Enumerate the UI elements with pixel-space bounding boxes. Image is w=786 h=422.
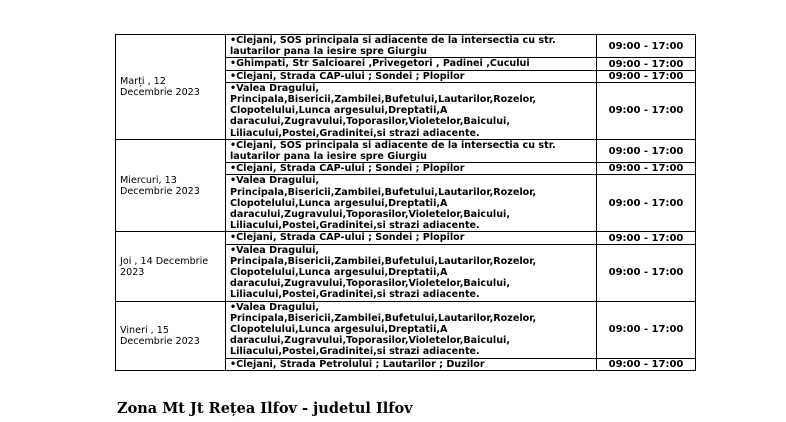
time-cell: 09:00 - 17:00 — [597, 163, 696, 175]
date-cell: Joi , 14 Decembrie 2023 — [116, 232, 226, 301]
location-cell: •Clejani, SOS principala si adiacente de la intersectia cu str. lautarilor pana la iesire spre Giurgiu — [226, 35, 597, 58]
table-row — [116, 301, 696, 358]
location-cell: •Clejani, Strada Petrolului ; Lautarilor ; Duzilor — [226, 358, 597, 370]
location-cell: •Valea Dragului, Principala,Bisericii,Zambilei,Bufetului,Lautarilor,Rozelor, Clopotelului,Lunca argesului,Dreptatii,A daracului,Zugravului,Toporasilor,Violetelor,Baicului, Liliacului,Postei,Gradinitei,si strazi adiacente. — [226, 175, 597, 232]
time-cell: 09:00 - 17:00 — [597, 244, 696, 301]
location-cell: •Ghimpati, Str Salcioarei ,Privegetori , Padinei ,Cucului — [226, 58, 597, 70]
time-cell: 09:00 - 17:00 — [597, 358, 696, 370]
time-cell: 09:00 - 17:00 — [597, 70, 696, 82]
zone-heading: Zona Mt Jt Rețea Ilfov - judetul Ilfov — [117, 400, 413, 417]
date-cell: Vineri , 15 Decembrie 2023 — [116, 301, 226, 370]
table-row — [116, 139, 696, 162]
date-cell: Marți , 12 Decembrie 2023 — [116, 35, 226, 140]
table-row — [116, 35, 696, 58]
location-cell: •Clejani, Strada CAP-ului ; Sondei ; Plopilor — [226, 232, 597, 244]
schedule-body — [116, 35, 696, 371]
time-cell: 09:00 - 17:00 — [597, 139, 696, 162]
outage-schedule-table — [115, 34, 696, 371]
location-cell: •Clejani, Strada CAP-ului ; Sondei ; Plopilor — [226, 163, 597, 175]
location-cell: •Clejani, SOS principala si adiacente de la intersectia cu str. lautarilor pana la iesire spre Giurgiu — [226, 139, 597, 162]
time-cell: 09:00 - 17:00 — [597, 35, 696, 58]
date-cell: Miercuri, 13 Decembrie 2023 — [116, 139, 226, 232]
time-cell: 09:00 - 17:00 — [597, 232, 696, 244]
time-cell: 09:00 - 17:00 — [597, 301, 696, 358]
time-cell: 09:00 - 17:00 — [597, 58, 696, 70]
location-cell: •Valea Dragului, Principala,Bisericii,Zambilei,Bufetului,Lautarilor,Rozelor, Clopotelului,Lunca argesului,Dreptatii,A daracului,Zugravului,Toporasilor,Violetelor,Baicului, Liliacului,Postei,Gradinitei,si strazi adiacente. — [226, 301, 597, 358]
table-row — [116, 232, 696, 244]
location-cell: •Valea Dragului, Principala,Bisericii,Zambilei,Bufetului,Lautarilor,Rozelor, Clopotelului,Lunca argesului,Dreptatii,A daracului,Zugravului,Toporasilor,Violetelor,Baicului, Liliacului,Postei,Gradinitei,si strazi adiacente. — [226, 82, 597, 139]
location-cell: •Clejani, Strada CAP-ului ; Sondei ; Plopilor — [226, 70, 597, 82]
time-cell: 09:00 - 17:00 — [597, 82, 696, 139]
location-cell: •Valea Dragului, Principala,Bisericii,Zambilei,Bufetului,Lautarilor,Rozelor, Clopotelului,Lunca argesului,Dreptatii,A daracului,Zugravului,Toporasilor,Violetelor,Baicului, Liliacului,Postei,Gradinitei,si strazi adiacente. — [226, 244, 597, 301]
time-cell: 09:00 - 17:00 — [597, 175, 696, 232]
